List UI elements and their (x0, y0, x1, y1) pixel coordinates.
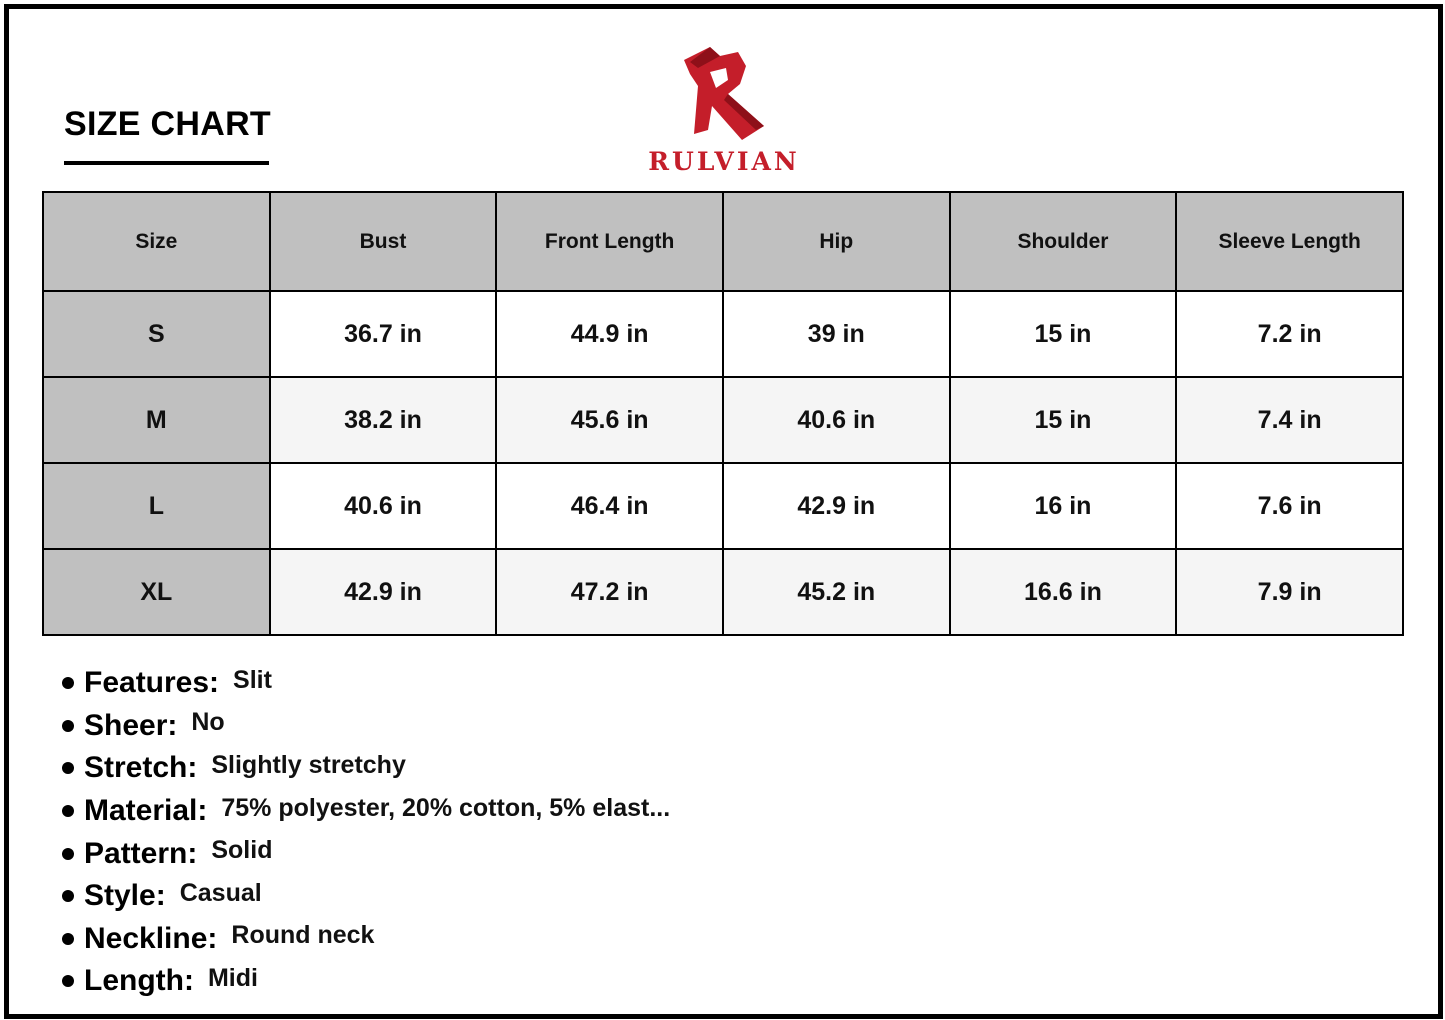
feature-label: Features: (84, 666, 220, 700)
brand-logo-icon (680, 44, 768, 144)
feature-value: Solid (211, 836, 273, 865)
title-underline (64, 161, 269, 165)
header-sleeve-length: Sleeve Length (1176, 192, 1403, 291)
size-cell: M (43, 377, 270, 463)
header-size: Size (43, 192, 270, 291)
sleeve-length-cell: 7.2 in (1176, 291, 1403, 377)
size-cell: S (43, 291, 270, 377)
hip-cell: 45.2 in (723, 549, 950, 635)
bullet-icon (62, 890, 74, 902)
feature-label: Stretch: (84, 751, 198, 785)
feature-list (62, 662, 670, 1003)
bullet-icon (62, 848, 74, 860)
front-length-cell: 44.9 in (496, 291, 723, 377)
header-front-length: Front Length (496, 192, 723, 291)
list-item (62, 960, 670, 1003)
feature-value: Casual (179, 878, 262, 907)
bullet-icon (62, 805, 74, 817)
hip-cell: 39 in (723, 291, 950, 377)
feature-label: Material: (84, 794, 208, 828)
brand-logo (636, 44, 812, 179)
bust-cell: 36.7 in (270, 291, 497, 377)
list-item (62, 875, 670, 918)
bust-cell: 40.6 in (270, 463, 497, 549)
front-length-cell: 47.2 in (496, 549, 723, 635)
table-row (43, 549, 1403, 635)
table-row (43, 291, 1403, 377)
table-row (43, 463, 1403, 549)
bullet-icon (62, 933, 74, 945)
header-shoulder: Shoulder (950, 192, 1177, 291)
feature-value: No (191, 708, 225, 737)
bust-cell: 38.2 in (270, 377, 497, 463)
bullet-icon (62, 762, 74, 774)
header-bust: Bust (270, 192, 497, 291)
header-hip: Hip (723, 192, 950, 291)
bust-cell: 42.9 in (270, 549, 497, 635)
list-item (62, 662, 670, 705)
bullet-icon (62, 975, 74, 987)
list-item (62, 747, 670, 790)
size-cell: XL (43, 549, 270, 635)
feature-value: 75% polyester, 20% cotton, 5% elast... (221, 793, 671, 822)
list-item (62, 832, 670, 875)
feature-label: Sheer: (84, 708, 178, 742)
feature-label: Neckline: (84, 921, 218, 955)
shoulder-cell: 15 in (950, 377, 1177, 463)
feature-label: Pattern: (84, 836, 198, 870)
feature-value: Slightly stretchy (211, 750, 406, 779)
feature-label: Length: (84, 964, 194, 998)
bullet-icon (62, 720, 74, 732)
list-item (62, 918, 670, 961)
front-length-cell: 45.6 in (496, 377, 723, 463)
size-cell: L (43, 463, 270, 549)
bullet-icon (62, 677, 74, 689)
list-item (62, 790, 670, 833)
shoulder-cell: 16.6 in (950, 549, 1177, 635)
feature-value: Midi (207, 963, 258, 992)
feature-value: Slit (233, 665, 272, 694)
sleeve-length-cell: 7.4 in (1176, 377, 1403, 463)
table-header-row (43, 192, 1403, 291)
sleeve-length-cell: 7.6 in (1176, 463, 1403, 549)
page-title: SIZE CHART (64, 105, 271, 143)
brand-name: RULVIAN (648, 147, 800, 176)
front-length-cell: 46.4 in (496, 463, 723, 549)
hip-cell: 40.6 in (723, 377, 950, 463)
feature-label: Style: (84, 879, 166, 913)
sleeve-length-cell: 7.9 in (1176, 549, 1403, 635)
hip-cell: 42.9 in (723, 463, 950, 549)
shoulder-cell: 16 in (950, 463, 1177, 549)
table-row (43, 377, 1403, 463)
feature-value: Round neck (231, 921, 375, 950)
shoulder-cell: 15 in (950, 291, 1177, 377)
list-item (62, 705, 670, 748)
size-table (42, 191, 1404, 636)
